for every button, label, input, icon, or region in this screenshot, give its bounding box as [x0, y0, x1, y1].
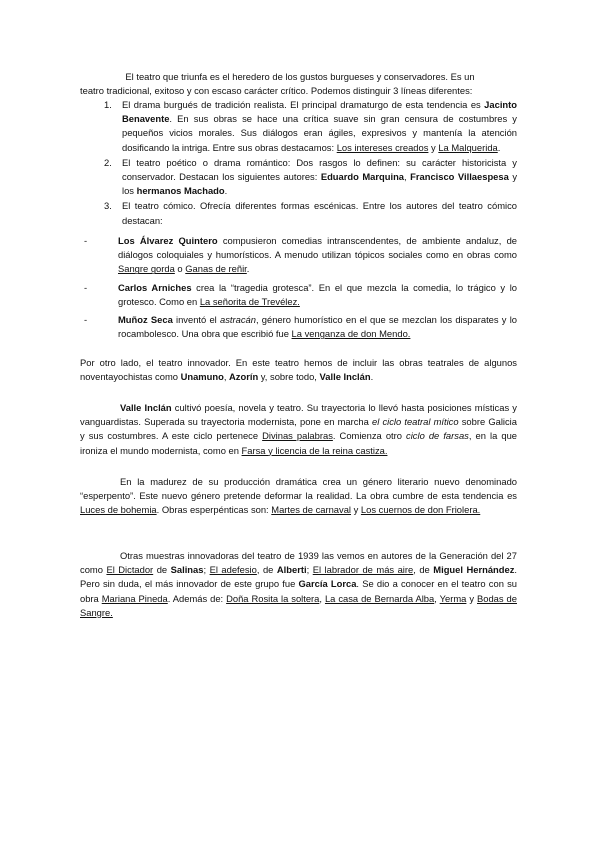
- work-title: La venganza de don Mendo.: [291, 328, 411, 340]
- author-name: Los Álvarez Quintero: [118, 235, 218, 246]
- dash-item-2: - Carlos Arniches crea la “tragedia grotesca”. En el que mezcla la comedia, lo trágico y lo grotesco. Como en La señorita de Trevélez.: [84, 281, 517, 307]
- work-title: Bodas de Sangre.: [80, 592, 517, 618]
- paragraph-esperpento: En la madurez de su producción dramática crea un género literario nuevo denominado “esperpento”. Este nuevo género pretende deformar la realidad. La obra cumbre de esta tendencia es Luces de bohemia. Obras esperpénticas son: Martes de carnaval y Los cuernos de don Friolera.: [80, 476, 517, 516]
- author-name: Miguel Hernández: [433, 564, 515, 576]
- author-name: hermanos Machado: [136, 185, 225, 197]
- author-name: Valle Inclán: [120, 402, 172, 413]
- list-item-2: 2. El teatro poético o drama romántico: Dos rasgos lo definen: su carácter historicista y conservador. Destacan los siguientes autores: Eduardo Marquina, Francisco Villaespesa y los hermanos Machado.: [104, 156, 518, 197]
- work-title: Mariana Pineda: [101, 592, 168, 604]
- intro-line-1: El teatro que triunfa es el heredero de los gustos burgueses y conservadores. Es un: [125, 71, 475, 82]
- list-number: 3.: [104, 200, 112, 212]
- author-name: Jacinto Benavente: [122, 99, 517, 125]
- list-number: 1.: [104, 99, 112, 110]
- author-name: García Lorca: [298, 578, 357, 590]
- author-name: Francisco Villaespesa: [410, 171, 509, 183]
- author-name: Salinas: [170, 564, 204, 576]
- author-name: Azorín: [229, 371, 259, 383]
- work-title: El adefesio: [209, 564, 257, 576]
- author-name: Valle Inclán: [319, 371, 371, 383]
- work-title: Los cuernos de don Friolera.: [360, 504, 481, 516]
- work-title: El Dictador: [106, 564, 154, 576]
- cycle-term: el ciclo teatral mítico: [372, 416, 459, 428]
- author-name: Eduardo Marquina: [320, 171, 405, 183]
- work-title: Doña Rosita la soltera: [226, 592, 320, 604]
- work-title: El labrador de más aire: [312, 564, 414, 576]
- intro-line-2: teatro tradicional, exitoso y con escaso carácter crítico. Podemos distinguir 3 líneas diferentes:: [80, 85, 473, 96]
- paragraph-innovador: Por otro lado, el teatro innovador. En este teatro hemos de incluir las obras teatrales de algunos noventayochistas como Unamuno, Azorín y, sobre todo, Valle Inclán.: [80, 357, 517, 383]
- author-name: Muñoz Seca: [118, 314, 173, 326]
- dash-mark: -: [84, 314, 88, 326]
- work-title: Luces de bohemia: [80, 504, 157, 516]
- genre-term: astracán: [219, 314, 256, 326]
- work-title: La Malquerida: [438, 141, 498, 153]
- author-name: Unamuno: [180, 371, 224, 383]
- work-title: Los intereses creados: [336, 141, 429, 153]
- dash-item-3: - Muñoz Seca inventó el astracán, género humorístico en el que se mezclan los disparates y lo rocambolesco. Una obra que escribió fue La venganza de don Mendo.: [84, 314, 517, 340]
- work-title: La casa de Bernarda Alba: [324, 592, 435, 604]
- list-number: 2.: [104, 156, 112, 168]
- work-title: Martes de carnaval: [271, 504, 352, 516]
- work-title: Yerma: [439, 592, 467, 604]
- author-name: Carlos Arniches: [118, 281, 192, 293]
- work-title: Divinas palabras: [262, 430, 333, 442]
- author-name: Alberti: [276, 564, 307, 576]
- work-title: Farsa y licencia de la reina castiza.: [241, 444, 388, 456]
- paragraph-valle-inclan: Valle Inclán cultivó poesía, novela y teatro. Su trayectoria lo llevó hasta posiciones místicas y vanguardistas. Superada su trayectoria modernista, pone en marcha el ciclo teatral mítico sobre Galicia y sus costumbres. A este ciclo pertenece Divinas palabras. Comienza otro ciclo de farsas, en la que ironiza el mundo modernista, como en Farsa y licencia de la reina castiza.: [80, 402, 517, 456]
- cycle-term: ciclo de farsas: [406, 430, 469, 442]
- dash-list: [84, 234, 518, 341]
- work-title: La señorita de Trevélez.: [199, 295, 300, 307]
- work-title: Sangre gorda: [118, 263, 175, 275]
- numbered-list: [104, 98, 518, 228]
- list-item-1: 1. El drama burgués de tradición realista. El principal dramaturgo de esta tendencia es Jacinto Benavente. En sus obras se hace una crítica suave sin gran censura de costumbres y pequeños vicios morales. Sus diálogos eran ágiles, expresivos y mantenía la atención dosificando la intriga. Entre sus obras destacamos: Los intereses creados y La Malquerida.: [104, 99, 517, 153]
- dash-mark: -: [84, 235, 88, 246]
- list-item-3: 3. El teatro cómico. Ofrecía diferentes formas escénicas. Entre los autores del teatro cómico destacan:: [104, 200, 517, 226]
- dash-item-1: - Los Álvarez Quintero compusieron comedias intranscendentes, de ambiente andaluz, de diálogos coloquiales y humorísticos. A menudo utilizan tópicos sociales como en obras como Sangre gorda o Ganas de reñir.: [84, 235, 518, 275]
- work-title: Ganas de reñir: [185, 263, 247, 275]
- dash-mark: -: [84, 281, 88, 293]
- paragraph-generacion-27: Otras muestras innovadoras del teatro de 1939 las vemos en autores de la Generación del 27 como El Dictador de Salinas; El adefesio, de Alberti; El labrador de más aire, de Miguel Hernández. Pero sin duda, el más innovador de este grupo fue García Lorca. Se dio a conocer en el teatro con su obra Mariana Pineda. Además de: Doña Rosita la soltera, La casa de Bernarda Alba, Yerma y Bodas de Sangre.: [80, 550, 518, 618]
